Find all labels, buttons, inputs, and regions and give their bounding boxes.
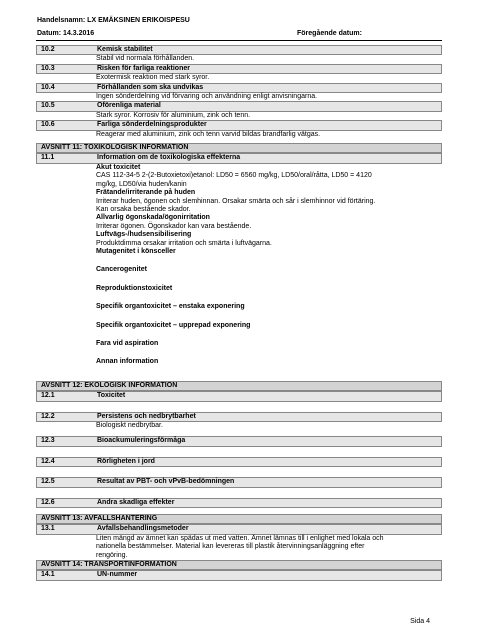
subsection-number: 14.1 xyxy=(41,571,55,579)
subsection-title: Information om de toxikologiska effekterna xyxy=(97,154,241,162)
subsection-10-2 xyxy=(36,45,442,55)
section-12-list xyxy=(36,391,442,508)
acute-toxicity-line: CAS 112-34-5 2-(2-Butoxietoxi)etanol: LD50 = 6560 mg/kg, LD50/oral/råtta, LD50 = 4120 xyxy=(96,172,372,180)
subsection-text: Biologiskt nedbrytbar. xyxy=(96,422,163,429)
section-10-list xyxy=(36,45,442,139)
other-information-label: Annan information xyxy=(96,358,159,366)
subsection-text: Stabil vid normala förhållanden. xyxy=(96,55,195,63)
section-11-heading: AVSNITT 11: TOXIKOLOGISK INFORMATION xyxy=(36,143,442,153)
subsection-title: Förhållanden som ska undvikas xyxy=(97,83,204,91)
subsection-number: 10.5 xyxy=(41,102,55,110)
waste-line: nationella bestämmelser. Material kan levereras till plastik återvinningsanläggning efter xyxy=(96,543,365,551)
document-date: Datum: 14.3.2016 xyxy=(37,30,95,37)
aspiration-hazard-label: Fara vid aspiration xyxy=(96,339,159,347)
subsection-number: 12.5 xyxy=(41,478,55,486)
subsection-title: Risken för farliga reaktioner xyxy=(97,64,190,72)
subsection-number: 10.4 xyxy=(41,83,55,91)
stot-single-label: Specifik organtoxicitet – enstaka exponering xyxy=(96,303,245,311)
subsection-number: 12.4 xyxy=(41,457,55,465)
reproductive-toxicity-label: Reproduktionstoxicitet xyxy=(96,284,173,292)
header-divider xyxy=(36,40,442,41)
section-12-heading: AVSNITT 12: EKOLOGISK INFORMATION xyxy=(36,381,442,391)
subsection-title: Toxicitet xyxy=(97,392,126,400)
skin-line: Irriterar huden, ögonen och slemhinnan. Orsakar smärta och sår i slemhinnor vid förtäring. xyxy=(96,197,376,205)
skin-line: Kan orsaka bestående skador. xyxy=(96,205,191,213)
carcinogenicity-label: Cancerogenitet xyxy=(96,266,147,274)
skin-label: Frätande/irriterande på huden xyxy=(96,189,196,197)
subsection-12-5 xyxy=(36,477,442,487)
subsection-text: Exotermisk reaktion med stark syror. xyxy=(96,74,210,82)
subsection-text: Reagerar med aluminium, zink och tenn varvid bildas brandfarlig vätgas. xyxy=(96,130,321,138)
acute-toxicity-label: Akut toxicitet xyxy=(96,163,141,171)
eye-label: Allvarlig ögonskada/ögonirritation xyxy=(96,214,210,222)
subsection-12-1 xyxy=(36,391,442,401)
subsection-10-3 xyxy=(36,64,442,74)
subsection-number: 10.3 xyxy=(41,64,55,72)
subsection-number: 12.2 xyxy=(41,412,55,420)
subsection-title: Kemisk stabilitet xyxy=(97,46,153,53)
subsection-title: Oförenliga material xyxy=(97,102,161,110)
subsection-number: 12.1 xyxy=(41,392,55,400)
subsection-title: Persistens och nedbrytbarhet xyxy=(97,412,196,420)
subsection-title: Avfallsbehandlingsmetoder xyxy=(97,525,189,533)
subsection-13-1 xyxy=(36,524,442,534)
stot-repeated-label: Specifik organtoxicitet – upprepad exponering xyxy=(96,321,251,329)
section-14-heading: AVSNITT 14: TRANSPORTINFORMATION xyxy=(36,560,442,570)
page-number: Sida 4 xyxy=(410,618,430,625)
subsection-number: 12.6 xyxy=(41,498,55,506)
acute-toxicity-line: mg/kg, LD50/via huden/kanin xyxy=(96,180,187,188)
subsection-10-5 xyxy=(36,101,442,111)
subsection-12-4 xyxy=(36,457,442,467)
subsection-number: 10.6 xyxy=(41,121,55,129)
waste-line: Liten mängd av ämnet kan spädas ut med vatten. Ämnet lämnas till i enlighet med lokala och xyxy=(96,534,384,542)
subsection-text: Stark syror. Korrosiv för aluminium, zink och tenn. xyxy=(96,111,251,119)
subsection-title: UN-nummer xyxy=(97,571,138,579)
mutagenicity-label: Mutagenitet i könsceller xyxy=(96,247,176,255)
subsection-number: 13.1 xyxy=(41,525,55,533)
subsection-title: Farliga sönderdelningsprodukter xyxy=(97,121,207,129)
previous-date: Föregående datum: xyxy=(297,30,362,37)
subsection-10-6 xyxy=(36,120,442,130)
subsection-number: 10.2 xyxy=(41,46,55,53)
subsection-title: Resultat av PBT- och vPvB-bedömningen xyxy=(97,478,235,486)
subsection-title: Rörligheten i jord xyxy=(97,457,155,465)
subsection-text: Ingen sönderdelning vid förvaring och användning enligt anvisningarna. xyxy=(96,93,318,101)
subsection-10-4 xyxy=(36,83,442,93)
document-body xyxy=(36,45,442,581)
waste-details xyxy=(36,535,442,560)
eye-line: Irriterar ögonen. Ögonskador kan vara bestående. xyxy=(96,222,252,230)
sensitisation-label: Luftvägs-/hudsensibilisering xyxy=(96,231,192,239)
subsection-12-2 xyxy=(36,412,442,422)
subsection-12-3 xyxy=(36,436,442,446)
subsection-12-6 xyxy=(36,498,442,508)
waste-line: rengöring. xyxy=(96,551,128,559)
trade-name: Handelsnamn: LX EMÄKSINEN ERIKOISPESU xyxy=(37,17,190,24)
subsection-number: 12.3 xyxy=(41,437,55,445)
toxicology-details xyxy=(36,164,442,367)
subsection-title: Andra skadliga effekter xyxy=(97,498,175,506)
sensitisation-line: Produktdimma orsakar irritation och smärta i luftvägarna. xyxy=(96,239,272,247)
section-13-heading: AVSNITT 13: AVFALLSHANTERING xyxy=(36,514,442,524)
subsection-14-1 xyxy=(36,570,442,580)
subsection-number: 11.1 xyxy=(41,154,55,162)
subsection-11-1 xyxy=(36,153,442,163)
subsection-title: Bioackumuleringsförmåga xyxy=(97,437,186,445)
